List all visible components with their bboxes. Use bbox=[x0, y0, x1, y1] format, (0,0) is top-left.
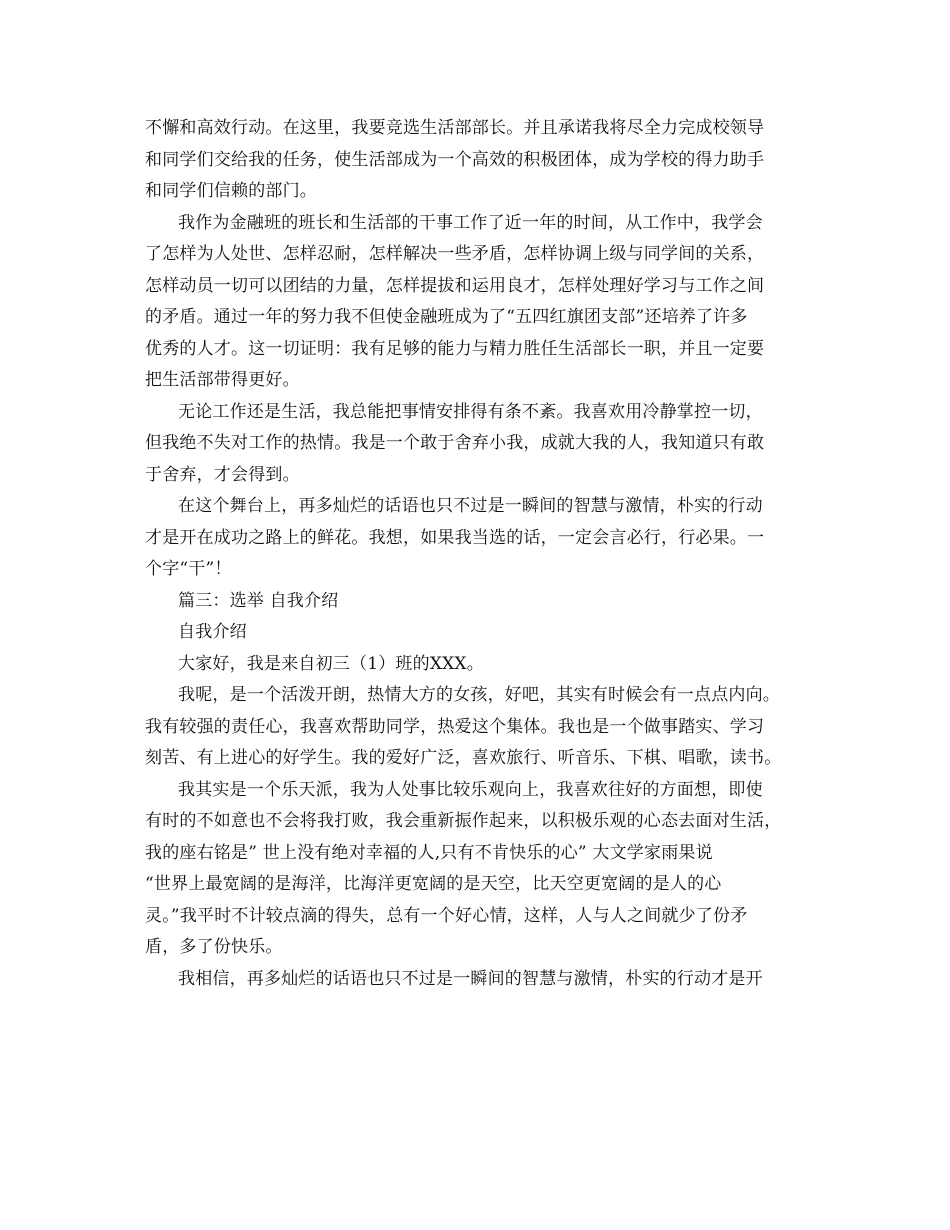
text-line: 怎样动员一切可以团结的力量，怎样提拔和运用良才，怎样处理好学习与工作之间 bbox=[145, 275, 765, 296]
text-line: 在这个舞台上，再多灿烂的话语也只不过是一瞬间的智慧与激情，朴实的行动 bbox=[178, 496, 763, 516]
text-line: 我的座右铭是” 世上没有绝对幸福的人,只有不肯快乐的心” 大文学家雨果说 bbox=[145, 842, 713, 863]
text-line: 我呢，是一个活泼开朗，热情大方的女孩，好吧，其实有时候会有一点点内向。 bbox=[178, 685, 780, 705]
text-line: 不懈和高效行动。在这里，我要竞选生活部部长。并且承诺我将尽全力完成校领导 bbox=[145, 118, 765, 138]
text-line: 了怎样为人处世、怎样忍耐，怎样解决一些矛盾，怎样协调上级与同学间的关系， bbox=[145, 244, 765, 264]
text-line: 我其实是一个乐天派，我为人处事比较乐观向上，我喜欢往好的方面想，即使 bbox=[178, 779, 763, 800]
text-line: “世界上最宽阔的是海洋，比海洋更宽阔的是天空，比天空更宽阔的是人的心 bbox=[145, 874, 722, 894]
document-body bbox=[145, 113, 815, 995]
text-line: 有时的不如意也不会将我打败，我会重新振作起来，以积极乐观的心态去面对生活， bbox=[145, 811, 782, 831]
text-line: 我有较强的责任心，我喜欢帮助同学，热爱这个集体。我也是一个做事踏实、学习 bbox=[145, 716, 765, 737]
text-line: 篇三：选举 自我介绍 bbox=[178, 590, 339, 611]
text-line: 灵。”我平时不计较点滴的得失，总有一个好心情，这样，人与人之间就少了份矛 bbox=[145, 905, 748, 926]
text-line: 但我绝不失对工作的热情。我是一个敢于舍弃小我，成就大我的人，我知道只有敢 bbox=[145, 433, 765, 453]
text-line: 我作为金融班的班长和生活部的干事工作了近一年的时间，从工作中，我学会 bbox=[178, 212, 763, 233]
text-line: 个字“干”！ bbox=[145, 559, 232, 579]
text-line: 才是开在成功之路上的鲜花。我想，如果我当选的话，一定会言必行，行必果。一 bbox=[145, 527, 765, 548]
text-line: 我相信，再多灿烂的话语也只不过是一瞬间的智慧与激情，朴实的行动才是开 bbox=[178, 968, 763, 989]
text-line: 大家好，我是来自初三（1）班的XXX。 bbox=[178, 653, 484, 674]
text-line: 刻苦、有上进心的好学生。我的爱好广泛，喜欢旅行、听音乐、下棋、唱歌，读书。 bbox=[145, 748, 782, 768]
text-line: 无论工作还是生活，我总能把事情安排得有条不紊。我喜欢用冷静掌控一切， bbox=[178, 401, 763, 422]
text-line: 于舍弃，才会得到。 bbox=[145, 464, 300, 485]
text-line: 和同学们交给我的任务，使生活部成为一个高效的积极团体，成为学校的得力助手 bbox=[145, 149, 765, 170]
text-line: 盾，多了份快乐。 bbox=[145, 937, 283, 957]
text-line: 的矛盾。通过一年的努力我不但使金融班成为了“五四红旗团支部”还培养了许多 bbox=[145, 307, 748, 327]
text-line: 自我介绍 bbox=[178, 622, 247, 642]
text-line: 和同学们信赖的部门。 bbox=[145, 181, 317, 201]
text-line: 优秀的人才。这一切证明：我有足够的能力与精力胜任生活部长一职，并且一定要 bbox=[145, 338, 765, 359]
text-line: 把生活部带得更好。 bbox=[145, 370, 300, 390]
